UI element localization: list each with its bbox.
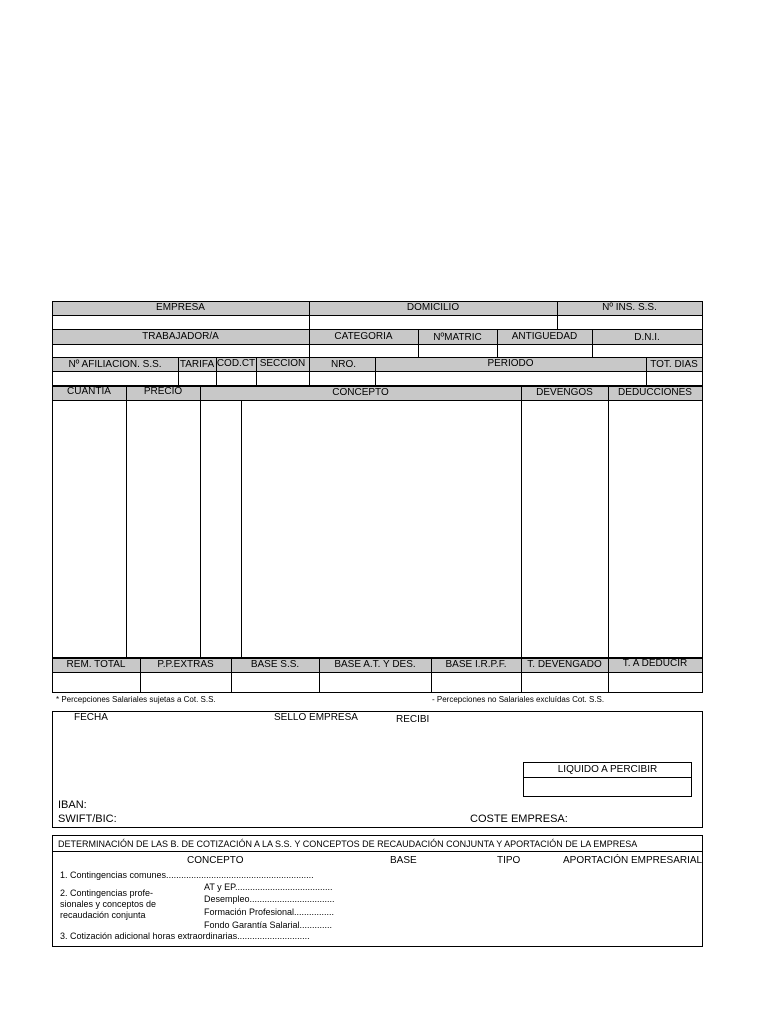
field-n-ins-ss[interactable] (558, 316, 702, 329)
note-no-salariales: - Percepciones no Salariales excluídas Cot. S.S. (432, 695, 605, 704)
col-deducciones: DEDUCCIONES (618, 387, 692, 398)
item-formacion: Formación Profesional................ (204, 907, 335, 917)
field-domicilio[interactable] (310, 316, 557, 329)
label-antiguedad: ANTIGUEDAD (511, 331, 578, 342)
label-empresa: EMPRESA (156, 302, 205, 313)
label-t-devengado: T. DEVENGADO (527, 659, 602, 670)
concepto-cell[interactable] (242, 401, 521, 657)
precio-cell[interactable] (127, 401, 200, 657)
label-recibi: RECIBI (396, 714, 430, 725)
label-n-ins-ss: Nº INS. S.S. (602, 302, 657, 313)
label-pp-extras: P.P.EXTRAS (157, 659, 214, 670)
field-pp-extras[interactable] (141, 673, 231, 692)
field-trabajador[interactable] (53, 345, 309, 357)
label-base-ss: BASE S.S. (250, 659, 300, 670)
deducciones-cell[interactable] (609, 401, 702, 657)
field-n-afiliacion[interactable] (53, 372, 178, 385)
label-categoria: CATEGORIA (334, 331, 393, 342)
field-categoria[interactable] (310, 345, 418, 357)
item-cotizacion-adicional: 3. Cotización adicional horas extraordinarias............................. (60, 931, 310, 941)
field-t-deducir[interactable] (609, 673, 702, 692)
label-t-deducir: T. A DEDUCIR (622, 658, 688, 669)
label-n-matric: NºMATRIC (433, 332, 482, 343)
field-base-ss[interactable] (232, 673, 319, 692)
field-antiguedad[interactable] (498, 345, 592, 357)
col-concepto: CONCEPTO (332, 387, 389, 398)
label-sello-empresa: SELLO EMPRESA (274, 712, 358, 723)
field-cod-ct[interactable] (217, 372, 256, 385)
col-cuantia: CUANTIA (67, 386, 111, 397)
field-t-devengado[interactable] (522, 673, 608, 692)
col-det-tipo: TIPO (497, 855, 521, 866)
col-det-concepto: CONCEPTO (187, 855, 244, 866)
item-contingencias-prof-3: recaudación conjunta (60, 910, 146, 920)
field-liquido[interactable] (524, 778, 691, 796)
label-domicilio: DOMICILIO (406, 302, 460, 313)
label-iban: IBAN: (58, 799, 87, 811)
field-base-at[interactable] (320, 673, 431, 692)
label-seccion: SECCION (259, 358, 306, 369)
item-at-ep: AT y EP....................................... (204, 882, 333, 892)
label-coste-empresa: COSTE EMPRESA: (470, 813, 568, 825)
label-liquido: LIQUIDO A PERCIBIR (557, 764, 658, 775)
label-tarifa: TARIFA (179, 359, 215, 370)
label-n-afiliacion: Nº AFILIACION. S.S. (68, 359, 162, 370)
field-tarifa[interactable] (179, 372, 216, 385)
label-nro: NRO. (331, 359, 356, 370)
devengos-cell[interactable] (522, 401, 608, 657)
item-contingencias-prof-1: 2. Contingencias profe- (60, 888, 154, 898)
item-fondo-garantia: Fondo Garantía Salarial............. (204, 920, 333, 930)
label-rem-total: REM. TOTAL (66, 659, 126, 670)
cuantia-cell[interactable] (53, 401, 126, 657)
label-base-at: BASE A.T. Y DES. (334, 659, 416, 670)
code-cell[interactable] (201, 401, 241, 657)
label-dni: D.N.I. (634, 332, 660, 343)
field-dni[interactable] (593, 345, 702, 357)
field-rem-total[interactable] (53, 673, 140, 692)
field-n-matric[interactable] (419, 345, 497, 357)
note-salariales: * Percepciones Salariales sujetas a Cot. S.S. (56, 695, 216, 704)
label-periodo: PERIODO (487, 358, 534, 369)
label-tot-dias: TOT. DIAS (650, 359, 698, 370)
field-nro[interactable] (310, 372, 375, 385)
label-trabajador: TRABAJADOR/A (142, 331, 219, 342)
label-fecha: FECHA (74, 712, 108, 723)
field-empresa[interactable] (53, 316, 309, 329)
col-det-aportacion: APORTACIÓN EMPRESARIAL (563, 855, 703, 866)
field-periodo[interactable] (376, 372, 646, 385)
col-devengos: DEVENGOS (536, 387, 593, 398)
field-base-irpf[interactable] (432, 673, 521, 692)
col-det-base: BASE (390, 855, 417, 866)
label-base-irpf: BASE I.R.P.F. (445, 659, 507, 670)
field-seccion[interactable] (257, 372, 309, 385)
item-desempleo: Desempleo.................................. (204, 894, 335, 904)
field-tot-dias[interactable] (647, 372, 702, 385)
col-precio: PRECIO (143, 386, 183, 397)
item-contingencias-prof-2: sionales y conceptos de (60, 899, 157, 909)
label-swift: SWIFT/BIC: (58, 813, 117, 825)
item-contingencias-comunes: 1. Contingencias comunes........................................................... (60, 870, 314, 880)
label-cod-ct: COD.CT (216, 358, 256, 369)
determination-title: DETERMINACIÓN DE LAS B. DE COTIZACIÓN A LA S.S. Y CONCEPTOS DE RECAUDACIÓN CONJUNTA Y APORTACIÓN DE LA EMPRESA (58, 839, 638, 849)
